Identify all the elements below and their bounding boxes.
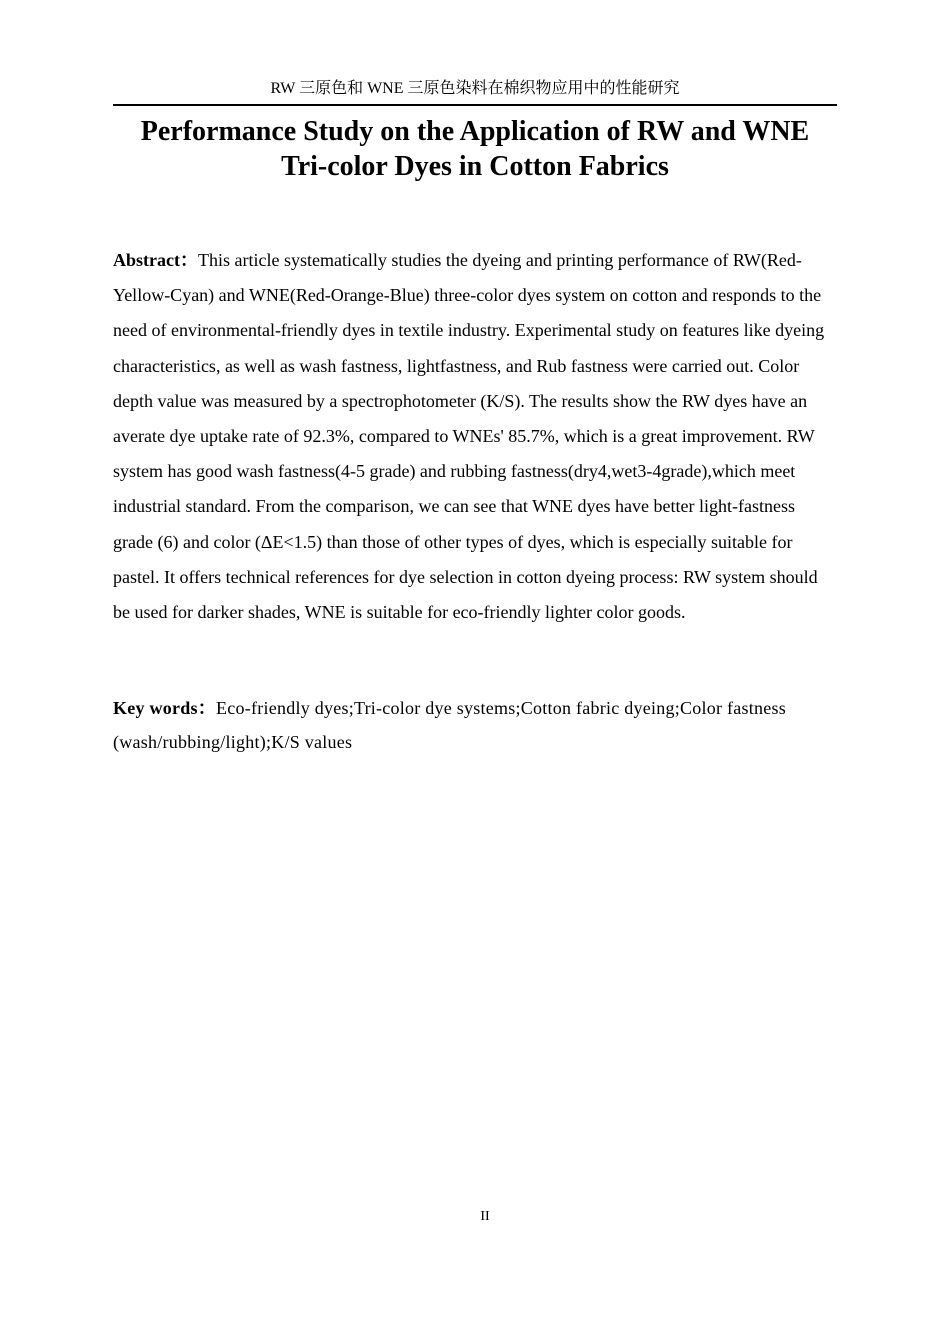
keywords-paragraph <box>113 691 837 759</box>
paper-title <box>113 114 837 184</box>
page-number: II <box>480 1209 490 1224</box>
running-header: RW 三原色和 WNE 三原色染料在棉织物应用中的性能研究 <box>270 80 680 97</box>
abstract-label: Abstract： <box>113 250 198 270</box>
title-line-2: Tri-color Dyes in Cotton Fabrics <box>281 151 669 182</box>
keywords-label: Key words： <box>113 698 216 718</box>
abstract-text: This article systematically studies the dyeing and printing performance of RW(Red-Yellow-Cyan) and WNE(Red-Orange-Blue) three-color dyes system on cotton and responds to the need of environmental-friendly dyes in textile industry. Experimental study on features like dyeing characteristics, as well as wash fastness, lightfastness, and Rub fastness were carried out. Color depth value was measured by a spectrophotometer (K/S). The results show the RW dyes have an averate dye uptake rate of 92.3%, compared to WNEs' 85.7%, which is a great improvement. RW system has good wash fastness(4-5 grade) and rubbing fastness(dry4,wet3-4grade),which meet industrial standard. From the comparison, we can see that WNE dyes have better light-fastness grade (6) and color (ΔE<1.5) than those of other types of dyes, which is especially suitable for pastel. It offers technical references for dye selection in cotton dyeing process: RW system should be used for darker shades, WNE is suitable for eco-friendly lighter color goods. <box>113 250 825 623</box>
title-line-1: Performance Study on the Application of RW and WNE <box>140 116 810 147</box>
header-rule <box>113 104 837 106</box>
abstract-paragraph <box>113 243 837 630</box>
keywords-text: Eco-friendly dyes;Tri-color dye systems;Cotton fabric dyeing;Color fastness (wash/rubbing/light);K/S values <box>113 698 786 752</box>
